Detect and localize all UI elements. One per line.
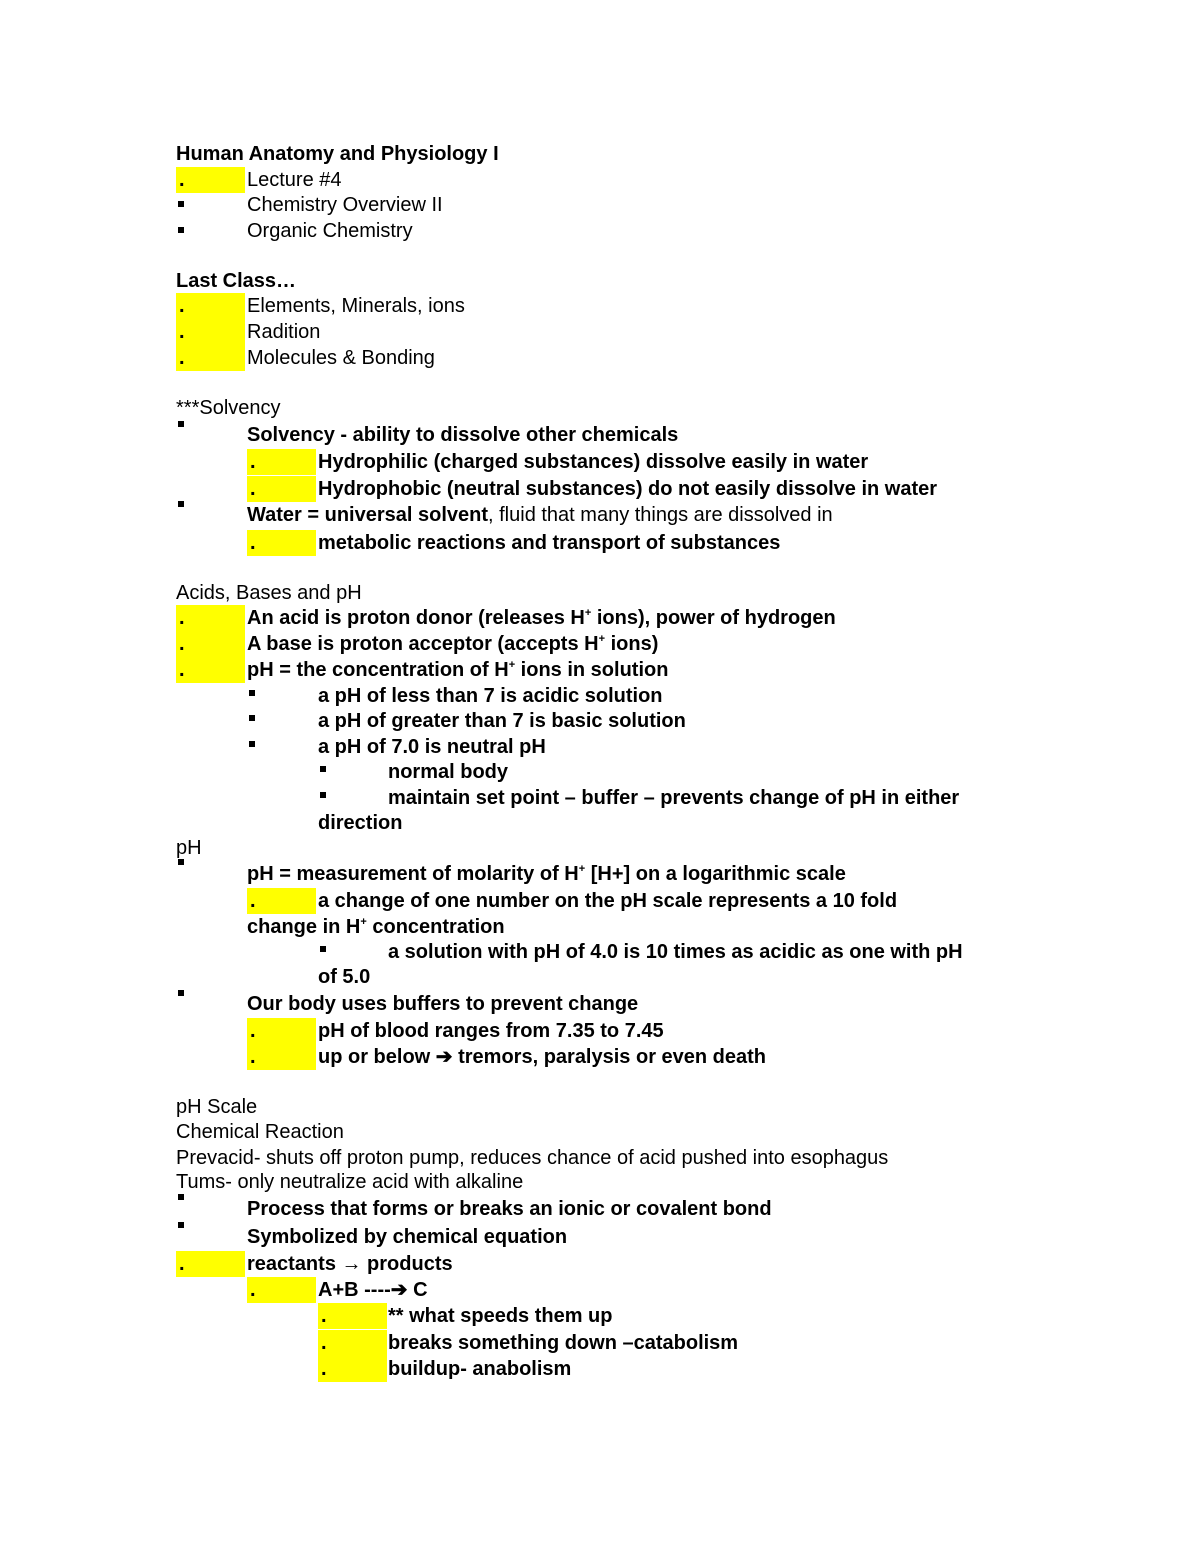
last-class-heading: Last Class… bbox=[176, 270, 297, 292]
body-buffers: Our body uses buffers to prevent change bbox=[247, 993, 639, 1015]
square-bullet-icon bbox=[178, 1194, 184, 1200]
highlight-marker: . bbox=[318, 1330, 387, 1356]
ph-definition bbox=[247, 657, 668, 683]
acid-text-b: ions), power of hydrogen bbox=[591, 607, 836, 629]
reaction-process: Process that forms or breaks an ionic or covalent bond bbox=[247, 1198, 772, 1220]
acid-definition bbox=[247, 605, 836, 631]
square-bullet-icon bbox=[249, 741, 255, 747]
square-bullet-icon bbox=[178, 421, 184, 427]
solvency-definition: Solvency - ability to dissolve other chemicals bbox=[247, 424, 679, 446]
last-class-item: Radition bbox=[247, 321, 321, 343]
normal-body: normal body bbox=[388, 761, 509, 783]
last-class-item: Molecules & Bonding bbox=[247, 347, 435, 369]
updown-text-a: up or below bbox=[318, 1046, 436, 1068]
base-definition bbox=[247, 631, 658, 657]
chemical-reaction-heading: Chemical Reaction bbox=[176, 1121, 344, 1143]
highlight-marker: . bbox=[176, 1251, 245, 1277]
highlight-marker: . bbox=[318, 1303, 387, 1329]
square-bullet-icon bbox=[178, 859, 184, 865]
highlight-marker: . bbox=[247, 1044, 316, 1070]
base-text-b: ions) bbox=[605, 633, 659, 655]
arrow-right-icon: ➔ bbox=[390, 1279, 408, 1301]
base-text-a: A base is proton acceptor (accepts H bbox=[247, 633, 599, 655]
ph-measurement bbox=[247, 861, 846, 887]
highlight-marker: . bbox=[176, 605, 245, 631]
square-bullet-icon bbox=[178, 201, 184, 207]
square-bullet-icon bbox=[178, 227, 184, 233]
highlight-marker: . bbox=[247, 1277, 316, 1303]
ph-greater-than-7: a pH of greater than 7 is basic solution bbox=[318, 710, 686, 732]
ph-text-b: ions in solution bbox=[515, 659, 669, 681]
reactants-text: reactants bbox=[247, 1253, 342, 1275]
acids-heading: Acids, Bases and pH bbox=[176, 582, 362, 604]
water-solvent-rest: , fluid that many things are dissolved in bbox=[488, 504, 833, 526]
arrow-right-icon: → bbox=[341, 1253, 362, 1275]
reactants-products bbox=[247, 1251, 453, 1277]
highlight-marker: . bbox=[176, 293, 245, 319]
speeds-them-up: ** what speeds them up bbox=[388, 1305, 613, 1327]
equation-example bbox=[318, 1277, 428, 1303]
tums-note: Tums- only neutralize acid with alkaline bbox=[176, 1171, 524, 1193]
highlight-marker: . bbox=[247, 888, 316, 914]
highlight-marker: . bbox=[318, 1356, 387, 1382]
ph-scale-heading: pH Scale bbox=[176, 1096, 258, 1118]
change-text-b: change in H bbox=[247, 916, 361, 938]
highlight-marker: . bbox=[247, 530, 316, 556]
square-bullet-icon bbox=[249, 690, 255, 696]
maintain-set-point: maintain set point – buffer – prevents change of pH in either bbox=[388, 787, 960, 809]
solution-example-line2: of 5.0 bbox=[318, 966, 371, 988]
change-text-c: concentration bbox=[366, 916, 505, 938]
water-solvent-text bbox=[247, 502, 833, 528]
ph-change-line1: a change of one number on the pH scale represents a 10 fold bbox=[318, 890, 898, 912]
superscript-plus: + bbox=[508, 659, 516, 671]
highlight-marker: . bbox=[176, 631, 245, 657]
square-bullet-icon bbox=[178, 1222, 184, 1228]
square-bullet-icon bbox=[320, 946, 326, 952]
square-bullet-icon bbox=[178, 990, 184, 996]
ph-text-a: pH = the concentration of H bbox=[247, 659, 509, 681]
catabolism-text: breaks something down –catabolism bbox=[388, 1332, 739, 1354]
highlight-marker: . bbox=[176, 657, 245, 683]
intro-organic-chemistry: Organic Chemistry bbox=[247, 220, 413, 242]
document-title: Human Anatomy and Physiology I bbox=[176, 143, 499, 165]
solvency-heading: ***Solvency bbox=[176, 397, 281, 419]
hydrophilic-text: Hydrophilic (charged substances) dissolve easily in water bbox=[318, 451, 869, 473]
highlight-marker: . bbox=[176, 345, 245, 371]
maintain-set-point-cont: direction bbox=[318, 812, 403, 834]
solution-example-line1: a solution with pH of 4.0 is 10 times as acidic as one with pH bbox=[388, 941, 963, 963]
square-bullet-icon bbox=[320, 792, 326, 798]
metabolic-text: metabolic reactions and transport of substances bbox=[318, 532, 781, 554]
superscript-plus: + bbox=[584, 607, 592, 619]
hydrophobic-text: Hydrophobic (neutral substances) do not easily dissolve in water bbox=[318, 478, 938, 500]
superscript-plus: + bbox=[598, 633, 606, 645]
superscript-plus: + bbox=[360, 916, 367, 928]
equation-text-b: C bbox=[407, 1279, 428, 1301]
highlight-marker: . bbox=[176, 319, 245, 345]
ph-heading: pH bbox=[176, 837, 202, 859]
blood-ph-range: pH of blood ranges from 7.35 to 7.45 bbox=[318, 1020, 664, 1042]
superscript-plus: + bbox=[578, 863, 586, 875]
up-or-below bbox=[318, 1044, 766, 1070]
square-bullet-icon bbox=[178, 501, 184, 507]
ph-neutral: a pH of 7.0 is neutral pH bbox=[318, 736, 546, 758]
reaction-symbolized: Symbolized by chemical equation bbox=[247, 1226, 568, 1248]
last-class-item: Elements, Minerals, ions bbox=[247, 295, 465, 317]
highlight-marker: . bbox=[247, 1018, 316, 1044]
updown-text-b: tremors, paralysis or even death bbox=[452, 1046, 767, 1068]
ph-change-line2 bbox=[247, 914, 505, 940]
square-bullet-icon bbox=[320, 766, 326, 772]
acid-text-a: An acid is proton donor (releases H bbox=[247, 607, 585, 629]
equation-text-a: A+B ---- bbox=[318, 1279, 391, 1301]
square-bullet-icon bbox=[249, 715, 255, 721]
intro-lecture: Lecture #4 bbox=[247, 169, 342, 191]
prevacid-note: Prevacid- shuts off proton pump, reduces chance of acid pushed into esophagus bbox=[176, 1147, 889, 1169]
arrow-right-icon: ➔ bbox=[435, 1046, 453, 1068]
water-solvent-bold: Water = universal solvent bbox=[247, 504, 489, 526]
highlight-marker: . bbox=[176, 167, 245, 193]
highlight-marker: . bbox=[247, 476, 316, 502]
ph-less-than-7: a pH of less than 7 is acidic solution bbox=[318, 685, 663, 707]
highlight-marker: . bbox=[247, 449, 316, 475]
measure-text-b: [H+] on a logarithmic scale bbox=[585, 863, 846, 885]
products-text: products bbox=[361, 1253, 453, 1275]
intro-chemistry-overview: Chemistry Overview II bbox=[247, 194, 443, 216]
measure-text-a: pH = measurement of molarity of H bbox=[247, 863, 579, 885]
anabolism-text: buildup- anabolism bbox=[388, 1358, 572, 1380]
